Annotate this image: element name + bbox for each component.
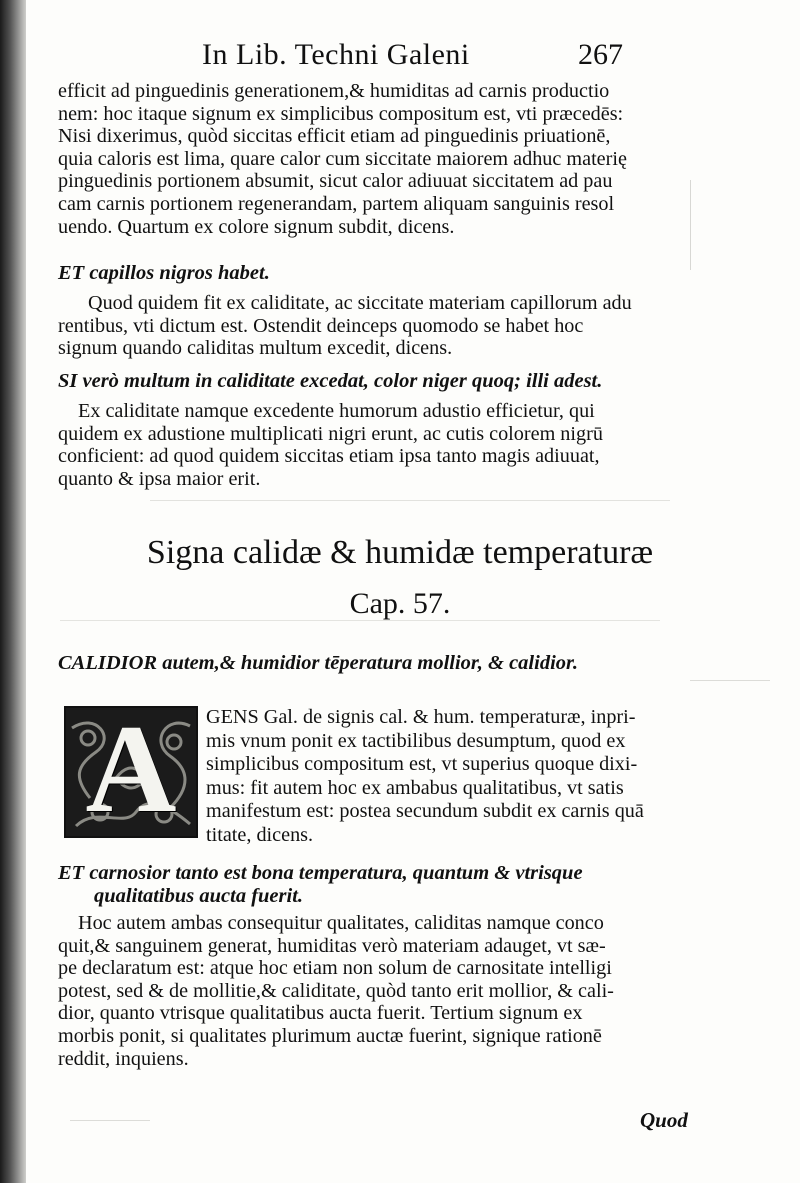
text-line: nem: hoc itaque signum ex simplicibus compositum est, vti præcedēs:: [58, 102, 624, 125]
text-line: rentibus, vti dictum est. Ostendit deinceps quomodo se habet hoc: [58, 314, 584, 337]
text-line: pe declaratum est: atque hoc etiam non solum de carnositate intelligi: [58, 957, 612, 980]
lemma-text: SI verò multum in caliditate excedat, color niger quoq; illi adest.: [58, 370, 603, 392]
lemma-text: CALIDIOR autem,& humidior tēperatura mollior, & calidior.: [58, 652, 578, 674]
text-line: titate, dicens.: [206, 823, 314, 846]
text-line: Quod quidem fit ex caliditate, ac siccitate materiam capillorum adu: [88, 292, 632, 314]
text-line: GENS Gal. de signis cal. & hum. temperaturæ, inpri-: [206, 706, 636, 728]
chapter-title: Signa calidæ & humidæ temperaturæ: [146, 534, 654, 571]
text-line: dior, quanto vtrisque qualitatibus aucta fuerit. Tertium signum ex: [58, 1002, 583, 1025]
text-line: quanto & ipsa maior erit.: [58, 467, 261, 490]
initial-paragraph: [206, 706, 680, 847]
text-line: efficit ad pinguedinis generationem,& humiditas ad carnis productio: [58, 80, 610, 102]
lemma-text: ET capillos nigros habet.: [58, 262, 270, 284]
commentary-block-top: [58, 80, 680, 238]
lemma-text: ET carnosior tanto est bona temperatura, quantum & vtrisque: [58, 862, 583, 884]
initial-letter: A: [85, 706, 177, 838]
text-line: quia caloris est lima, quare calor cum siccitate maiorem adhuc materię: [58, 147, 627, 170]
text-line: mis vnum ponit ex tactibilibus desumptum, quod ex: [206, 729, 626, 752]
text-line: Hoc autem ambas consequitur qualitates, caliditas namque conco: [78, 912, 604, 934]
bleed-through-mark: [690, 680, 770, 721]
bleed-through-mark: [690, 180, 751, 270]
text-line: quit,& sanguinem generat, humiditas verò materiam adauget, vt sæ-: [58, 934, 606, 957]
commentary-block-4: [58, 912, 680, 1070]
bleed-through-mark: [60, 620, 660, 651]
lemma-2: [58, 370, 680, 393]
text-line: Nisi dixerimus, quòd siccitas efficit etiam ad pinguedinis priuationē,: [58, 125, 611, 148]
text-line: mus: fit autem hoc ex ambabus qualitatibus, vt satis: [206, 776, 624, 799]
text-line: manifestum est: postea secundum subdit ex carnis quā: [206, 800, 644, 822]
page-header: [0, 38, 800, 78]
text-line: pinguedinis portionem absumit, sicut calor adiuuat siccitatem ad pau: [58, 170, 613, 193]
text-line: reddit, inquiens.: [58, 1047, 189, 1070]
lemma-text: qualitatibus aucta fuerit.: [94, 884, 304, 907]
lemma-1: [58, 262, 680, 285]
commentary-block-2: [58, 400, 680, 490]
text-line: uendo. Quartum ex colore signum subdit, dicens.: [58, 215, 455, 238]
catchword: Quod: [640, 1108, 688, 1132]
text-line: cam carnis portionem regenerandam, partem aliquam sanguinis resol: [58, 192, 615, 215]
commentary-block-1: [58, 292, 680, 360]
text-line: signum quando caliditas multum excedit, dicens.: [58, 337, 453, 360]
text-line: morbis ponit, si qualitates plurimum auctæ fuerint, signique rationē: [58, 1024, 602, 1047]
page-number: 267: [578, 38, 623, 71]
decorated-initial-foliage-icon: [64, 706, 198, 838]
running-title: In Lib. Techni Galeni: [202, 38, 470, 71]
chapter-number: Cap. 57.: [349, 587, 451, 620]
lemma-3: [58, 652, 680, 675]
text-line: simplicibus compositum est, vt superius quoque dixi-: [206, 753, 638, 775]
text-line: quidem ex adustione multiplicati nigri erunt, ac cutis colorem nigrū: [58, 422, 603, 445]
text-line: potest, sed & de mollitie,& caliditate, quòd tanto erit mollior, & cali-: [58, 979, 614, 1002]
text-line: Ex caliditate namque excedente humorum adustio efficietur, qui: [78, 400, 595, 422]
lemma-4: [58, 862, 680, 907]
bleed-through-mark: [70, 1100, 150, 1121]
text-line: conficient: ad quod quidem siccitas etiam ipsa tanto magis adiuuat,: [58, 445, 600, 468]
